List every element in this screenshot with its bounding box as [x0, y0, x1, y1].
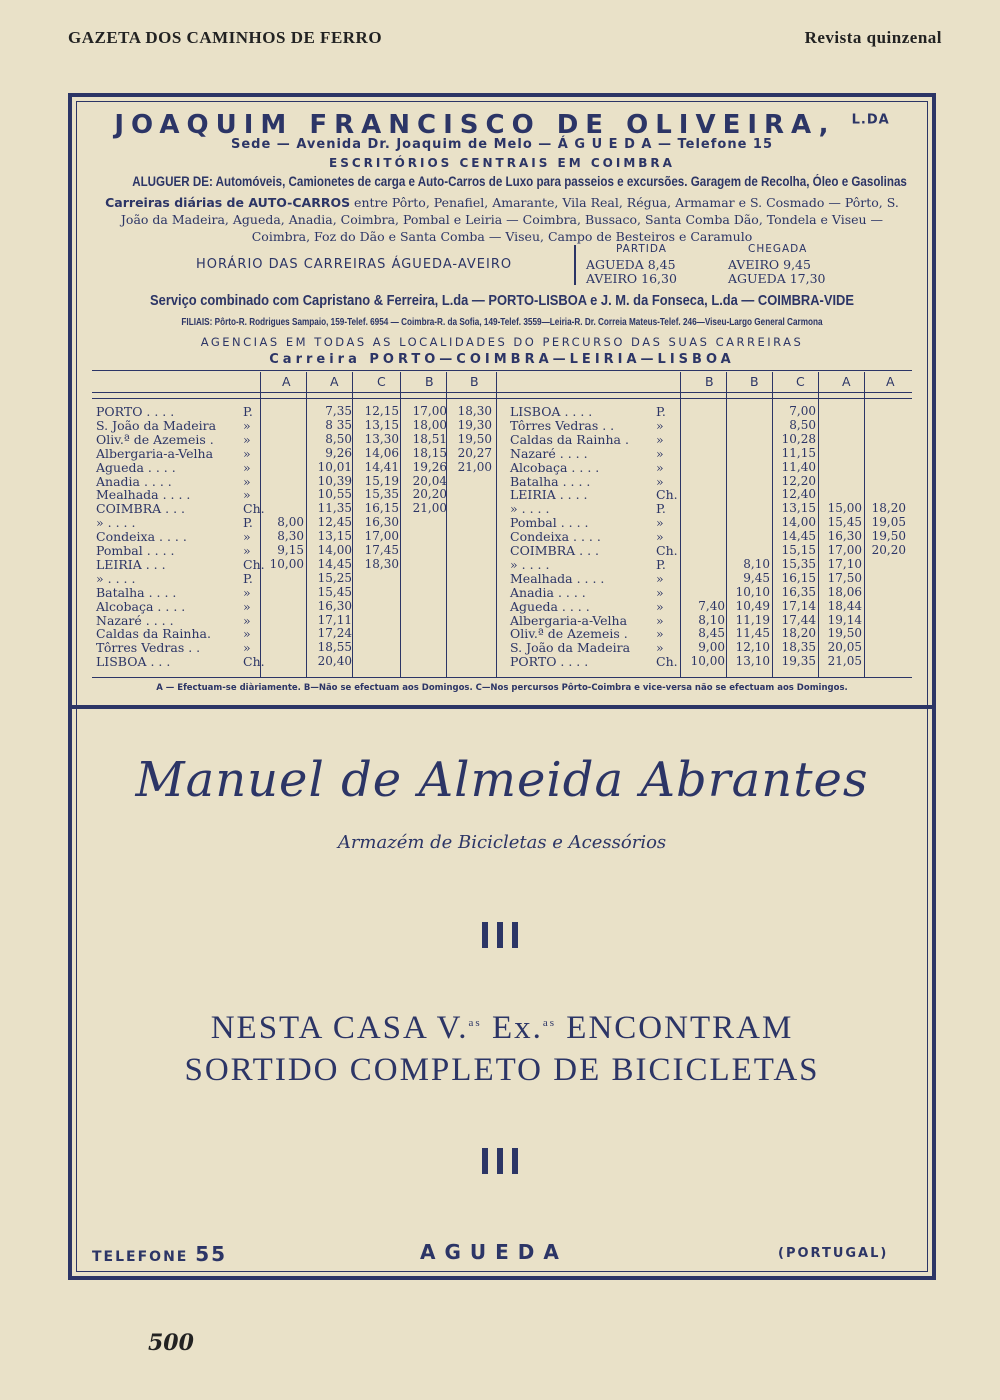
right-time: 9,45	[743, 570, 770, 585]
ornament-bottom	[482, 1148, 518, 1174]
right-time: 20,20	[871, 543, 906, 557]
right-station-mark: P.	[656, 404, 666, 419]
left-time: 17,24	[317, 626, 352, 641]
left-time: 21,00	[457, 459, 492, 474]
left-time: 8,50	[325, 431, 352, 446]
left-station: Batalha . . . .	[96, 584, 177, 600]
right-station-mark: »	[656, 529, 664, 545]
left-time: 15,45	[317, 584, 352, 599]
right-station-mark: »	[656, 626, 664, 642]
left-time: 20,04	[412, 473, 447, 488]
right-time: 15,35	[781, 556, 816, 571]
left-station: S. João da Madeira	[96, 417, 217, 433]
right-time: 10,28	[781, 431, 816, 446]
right-time: 17,00	[827, 543, 862, 557]
left-time: 14,06	[364, 445, 399, 460]
right-time: 14,45	[781, 529, 816, 544]
arrival-2: AGUEDA 17,30	[728, 271, 826, 286]
timetable-legend: A — Efectuam-se diàriamente. B—Não se efectuam aos Domingos. C—Nos percursos Pôrto-Coimbra e vice-versa não se efectuam aos Domingos.	[156, 683, 848, 693]
right-time: 19,05	[871, 515, 906, 530]
journal-title: GAZETA DOS CAMINHOS DE FERRO	[68, 28, 383, 47]
left-station-mark: »	[243, 487, 251, 503]
right-station-mark: »	[656, 459, 664, 475]
right-station: Batalha . . . .	[510, 473, 591, 489]
right-station-mark: P.	[656, 556, 666, 572]
right-time: 10,10	[735, 584, 770, 599]
right-time: 11,19	[735, 612, 770, 627]
left-station-mark: »	[243, 431, 251, 447]
left-station-mark: »	[243, 529, 251, 545]
left-time: 10,00	[269, 556, 304, 571]
right-time: 14,00	[781, 515, 816, 530]
right-time: 18,44	[827, 598, 862, 613]
left-station-mark: »	[243, 612, 251, 628]
left-time: 14,41	[364, 459, 399, 474]
left-column-header: A	[330, 374, 339, 389]
agencies-line: AGENCIAS EM TODAS AS LOCALIDADES DO PERCURSO DAS SUAS CARREIRAS	[200, 335, 804, 349]
left-station: Caldas da Rainha.	[96, 626, 211, 642]
left-time: 13,15	[317, 529, 352, 544]
right-time: 18,20	[871, 501, 906, 516]
left-station-mark: P.	[243, 515, 253, 531]
left-time: 15,25	[317, 570, 352, 585]
right-station: » . . . .	[510, 501, 550, 517]
left-station: » . . . .	[96, 570, 136, 586]
right-station: Albergaria-a-Velha	[510, 612, 628, 628]
left-station: Pombal . . . .	[96, 543, 175, 558]
right-station: PORTO . . . .	[510, 654, 589, 670]
right-time: 15,15	[781, 543, 816, 557]
right-time: 16,15	[781, 570, 816, 585]
right-time: 17,14	[781, 598, 816, 613]
left-time: 15,35	[364, 487, 399, 502]
left-time: 18,00	[412, 417, 447, 432]
schedule-title: HORÁRIO DAS CARREIRAS ÁGUEDA-AVEIRO	[196, 257, 513, 272]
right-column-header: C	[796, 374, 805, 389]
right-time: 17,10	[827, 556, 862, 571]
ornament-top	[482, 922, 518, 948]
left-time: 10,39	[317, 473, 352, 488]
right-station-mark: Ch.	[656, 543, 678, 558]
page-number: 500	[148, 1330, 194, 1356]
right-time: 9,00	[698, 640, 725, 655]
left-station-mark: Ch.	[243, 501, 265, 517]
left-station-mark: Ch.	[243, 556, 265, 572]
left-column-header: B	[470, 374, 479, 389]
shop-country: (PORTUGAL)	[778, 1246, 889, 1261]
left-station: COIMBRA . . .	[96, 501, 186, 517]
departure-1: AGUEDA 8,45	[586, 257, 676, 272]
left-station-mark: »	[243, 584, 251, 600]
journal-subtitle: Revista quinzenal	[804, 28, 942, 47]
left-time: 19,50	[457, 431, 492, 446]
left-station-mark: »	[243, 543, 251, 558]
left-time: 8,00	[277, 515, 304, 530]
left-time: 10,01	[317, 459, 352, 474]
left-station-mark: »	[243, 417, 251, 433]
right-time: 8,10	[743, 556, 770, 571]
right-station: S. João da Madeira	[510, 640, 631, 656]
right-time: 13,10	[735, 654, 770, 669]
right-time: 8,10	[698, 612, 725, 627]
right-station-mark: P.	[656, 501, 666, 517]
left-time: 8,30	[277, 529, 304, 544]
right-time: 12,40	[781, 487, 816, 502]
left-station: Condeixa . . . .	[96, 529, 187, 545]
right-time: 7,00	[789, 404, 816, 418]
left-time: 17,11	[317, 612, 352, 627]
left-time: 17,00	[412, 404, 447, 418]
left-time: 18,51	[412, 431, 447, 446]
left-station: Oliv.ª de Azemeis .	[96, 431, 214, 447]
left-column-header: A	[282, 374, 291, 389]
right-time: 16,35	[781, 584, 816, 599]
right-station: » . . . .	[510, 556, 550, 572]
right-station: Alcobaça . . . .	[510, 459, 600, 475]
right-time: 19,14	[827, 612, 862, 627]
left-station: LISBOA . . .	[96, 654, 171, 670]
shop-subtitle: Armazém de Bicicletas e Acessórios	[337, 832, 667, 853]
left-station: Alcobaça . . . .	[96, 598, 186, 614]
right-column-header: A	[886, 374, 895, 389]
left-station: PORTO . . . .	[96, 404, 175, 419]
right-station: Anadia . . . .	[510, 584, 586, 600]
right-station: Condeixa . . . .	[510, 529, 601, 545]
departure-2: AVEIRO 16,30	[586, 271, 677, 286]
right-time: 10,49	[735, 598, 770, 613]
left-time: 17,45	[364, 543, 399, 557]
right-time: 17,50	[827, 570, 862, 585]
right-station-mark: Ch.	[656, 487, 678, 503]
right-time: 8,45	[698, 626, 725, 641]
right-time: 16,30	[827, 529, 862, 544]
left-station: Albergaria-a-Velha	[96, 445, 214, 461]
left-time: 9,26	[325, 445, 352, 460]
arrival-label: CHEGADA	[748, 243, 808, 255]
left-time: 14,45	[317, 556, 352, 571]
branches: FILIAIS: Pôrto-R. Rodrigues Sampaio, 159-Telef. 6954 — Coimbra-R. da Sofia, 149-Telef. 3559—Leiria-R. Dr. Correia Mateus-Telef. 246—Viseu-Largo General Carmona	[181, 316, 823, 328]
left-station: » . . . .	[96, 515, 136, 531]
right-station: Nazaré . . . .	[510, 445, 588, 461]
right-station-mark: »	[656, 473, 664, 489]
left-station: Agueda . . . .	[96, 459, 176, 475]
right-station: LISBOA . . . .	[510, 404, 593, 419]
left-station: Mealhada . . . .	[96, 487, 191, 503]
right-column-header: B	[705, 374, 714, 389]
left-station: LEIRIA . . .	[96, 556, 166, 572]
right-time: 12,10	[735, 640, 770, 655]
left-time: 21,00	[412, 501, 447, 516]
left-station: Tôrres Vedras . .	[96, 640, 201, 656]
left-station-mark: P.	[243, 570, 253, 586]
slogan-line-1: NESTA CASA V.$^{as}$ Ex.$^{as}$ ENCONTRAM	[210, 1010, 794, 1046]
right-station-mark: »	[656, 584, 664, 600]
right-station-mark: »	[656, 640, 664, 656]
right-time: 19,50	[871, 529, 906, 544]
slogan-line-2: SORTIDO COMPLETO DE BICICLETAS	[184, 1052, 820, 1088]
right-time: 13,15	[781, 501, 816, 516]
right-station: Oliv.ª de Azemeis .	[510, 626, 628, 642]
right-station-mark: »	[656, 598, 664, 614]
right-time: 17,44	[781, 612, 816, 627]
right-station: COIMBRA . . .	[510, 543, 600, 558]
shop-phone: TELEFONE 55	[92, 1242, 228, 1266]
left-time: 16,30	[317, 598, 352, 613]
right-time: 15,45	[827, 515, 862, 530]
advertisement-divider	[68, 705, 936, 709]
agueda-aveiro-schedule	[96, 243, 916, 287]
left-time: 13,30	[364, 431, 399, 446]
left-time: 10,55	[317, 487, 352, 502]
left-column-header: B	[425, 374, 434, 389]
left-time: 16,30	[364, 515, 399, 530]
right-time: 19,50	[827, 626, 862, 641]
right-time: 15,00	[827, 501, 862, 516]
left-station: Nazaré . . . .	[96, 612, 174, 628]
left-time: 19,30	[457, 417, 492, 432]
right-station: Tôrres Vedras . .	[510, 417, 615, 433]
shop-name: Manuel de Almeida Abrantes	[135, 752, 869, 808]
left-station-mark: Ch.	[243, 654, 265, 670]
right-time: 12,20	[781, 473, 816, 488]
right-time: 8,50	[789, 417, 816, 432]
right-station: Agueda . . . .	[510, 598, 590, 614]
left-time: 20,27	[457, 445, 492, 460]
right-column-header: A	[842, 374, 851, 389]
left-time: 18,30	[457, 404, 492, 418]
left-time: 8 35	[325, 417, 352, 432]
right-time: 11,40	[781, 459, 816, 474]
left-station-mark: »	[243, 626, 251, 642]
right-time: 18,35	[781, 640, 816, 655]
route-title: Carreira PORTO—COIMBRA—LEIRIA—LISBOA	[269, 352, 735, 367]
left-time: 12,45	[317, 515, 352, 530]
left-time: 16,15	[364, 501, 399, 516]
right-column-header: B	[750, 374, 759, 389]
right-time: 21,05	[827, 654, 862, 669]
right-station: Mealhada . . . .	[510, 570, 605, 586]
left-station-mark: »	[243, 640, 251, 656]
left-station: Anadia . . . .	[96, 473, 172, 489]
company-address: Sede — Avenida Dr. Joaquim de Melo — Á G U E D A — Telefone 15	[230, 137, 774, 152]
rental-services: ALUGUER DE: Automóveis, Camionetes de carga e Auto-Carros de Luxo para passeios e excursões. Garagem de Recolha, Óleo e Gasolinas	[132, 174, 907, 189]
left-time: 19,26	[412, 459, 447, 474]
right-time: 11,45	[735, 626, 770, 641]
right-time: 19,35	[781, 654, 816, 669]
right-station-mark: »	[656, 570, 664, 586]
arrival-1: AVEIRO 9,45	[728, 257, 811, 272]
left-time: 11,35	[317, 501, 352, 516]
right-station: Pombal . . . .	[510, 515, 589, 531]
right-station-mark: »	[656, 515, 664, 531]
left-time: 15,19	[364, 473, 399, 488]
left-station-mark: »	[243, 459, 251, 475]
right-time: 10,00	[690, 654, 725, 669]
left-station-mark: P.	[243, 404, 253, 419]
left-time: 9,15	[277, 543, 304, 557]
company-name: JOAQUIM FRANCISCO DE OLIVEIRA, $^{L.DA}$	[114, 110, 890, 140]
left-station-mark: »	[243, 473, 251, 489]
left-time: 18,15	[412, 445, 447, 460]
right-station-mark: »	[656, 445, 664, 461]
right-time: 7,40	[698, 598, 725, 613]
left-time: 20,20	[412, 487, 447, 502]
combined-service: Serviço combinado com Capristano & Ferreira, L.da — PORTO-LISBOA e J. M. da Fonseca, L.da — COIMBRA-VIDE	[150, 292, 854, 309]
right-time: 18,06	[827, 584, 862, 599]
left-station-mark: »	[243, 598, 251, 614]
right-station: LEIRIA . . . .	[510, 487, 588, 503]
offices-line: ESCRITÓRIOS CENTRAIS EM COIMBRA	[329, 156, 675, 170]
right-station-mark: »	[656, 612, 664, 628]
right-station-mark: »	[656, 417, 664, 433]
left-time: 14,00	[317, 543, 352, 557]
right-station-mark: Ch.	[656, 654, 678, 670]
left-time: 7,35	[325, 404, 352, 418]
right-time: 11,15	[781, 445, 816, 460]
left-time: 20,40	[317, 654, 352, 669]
right-station-mark: »	[656, 431, 664, 447]
left-time: 13,15	[364, 417, 399, 432]
left-time: 18,30	[364, 556, 399, 571]
left-time: 18,55	[317, 640, 352, 655]
right-time: 18,20	[781, 626, 816, 641]
left-column-header: C	[377, 374, 386, 389]
departure-label: PARTIDA	[616, 243, 667, 255]
left-time: 17,00	[364, 529, 399, 544]
routes-paragraph: Carreiras diárias de AUTO-CARROS entre Pôrto, Penafiel, Amarante, Vila Real, Régua, Armamar e S. Cosmado — Pôrto, S. João da Madeira, Agueda, Anadia, Coimbra, Pombal e Leiria — Coimbra, Bussaco, Santa Comba Dão, Tondela e Viseu — Coimbra, Foz do Dão e Santa Comba — Viseu, Campo de Besteiros e Caramulo	[105, 195, 899, 244]
left-station-mark: »	[243, 445, 251, 461]
right-time: 20,05	[827, 640, 862, 655]
shop-city: AGUEDA	[420, 1240, 568, 1264]
left-time: 12,15	[364, 404, 399, 418]
right-station: Caldas da Rainha .	[510, 431, 629, 447]
